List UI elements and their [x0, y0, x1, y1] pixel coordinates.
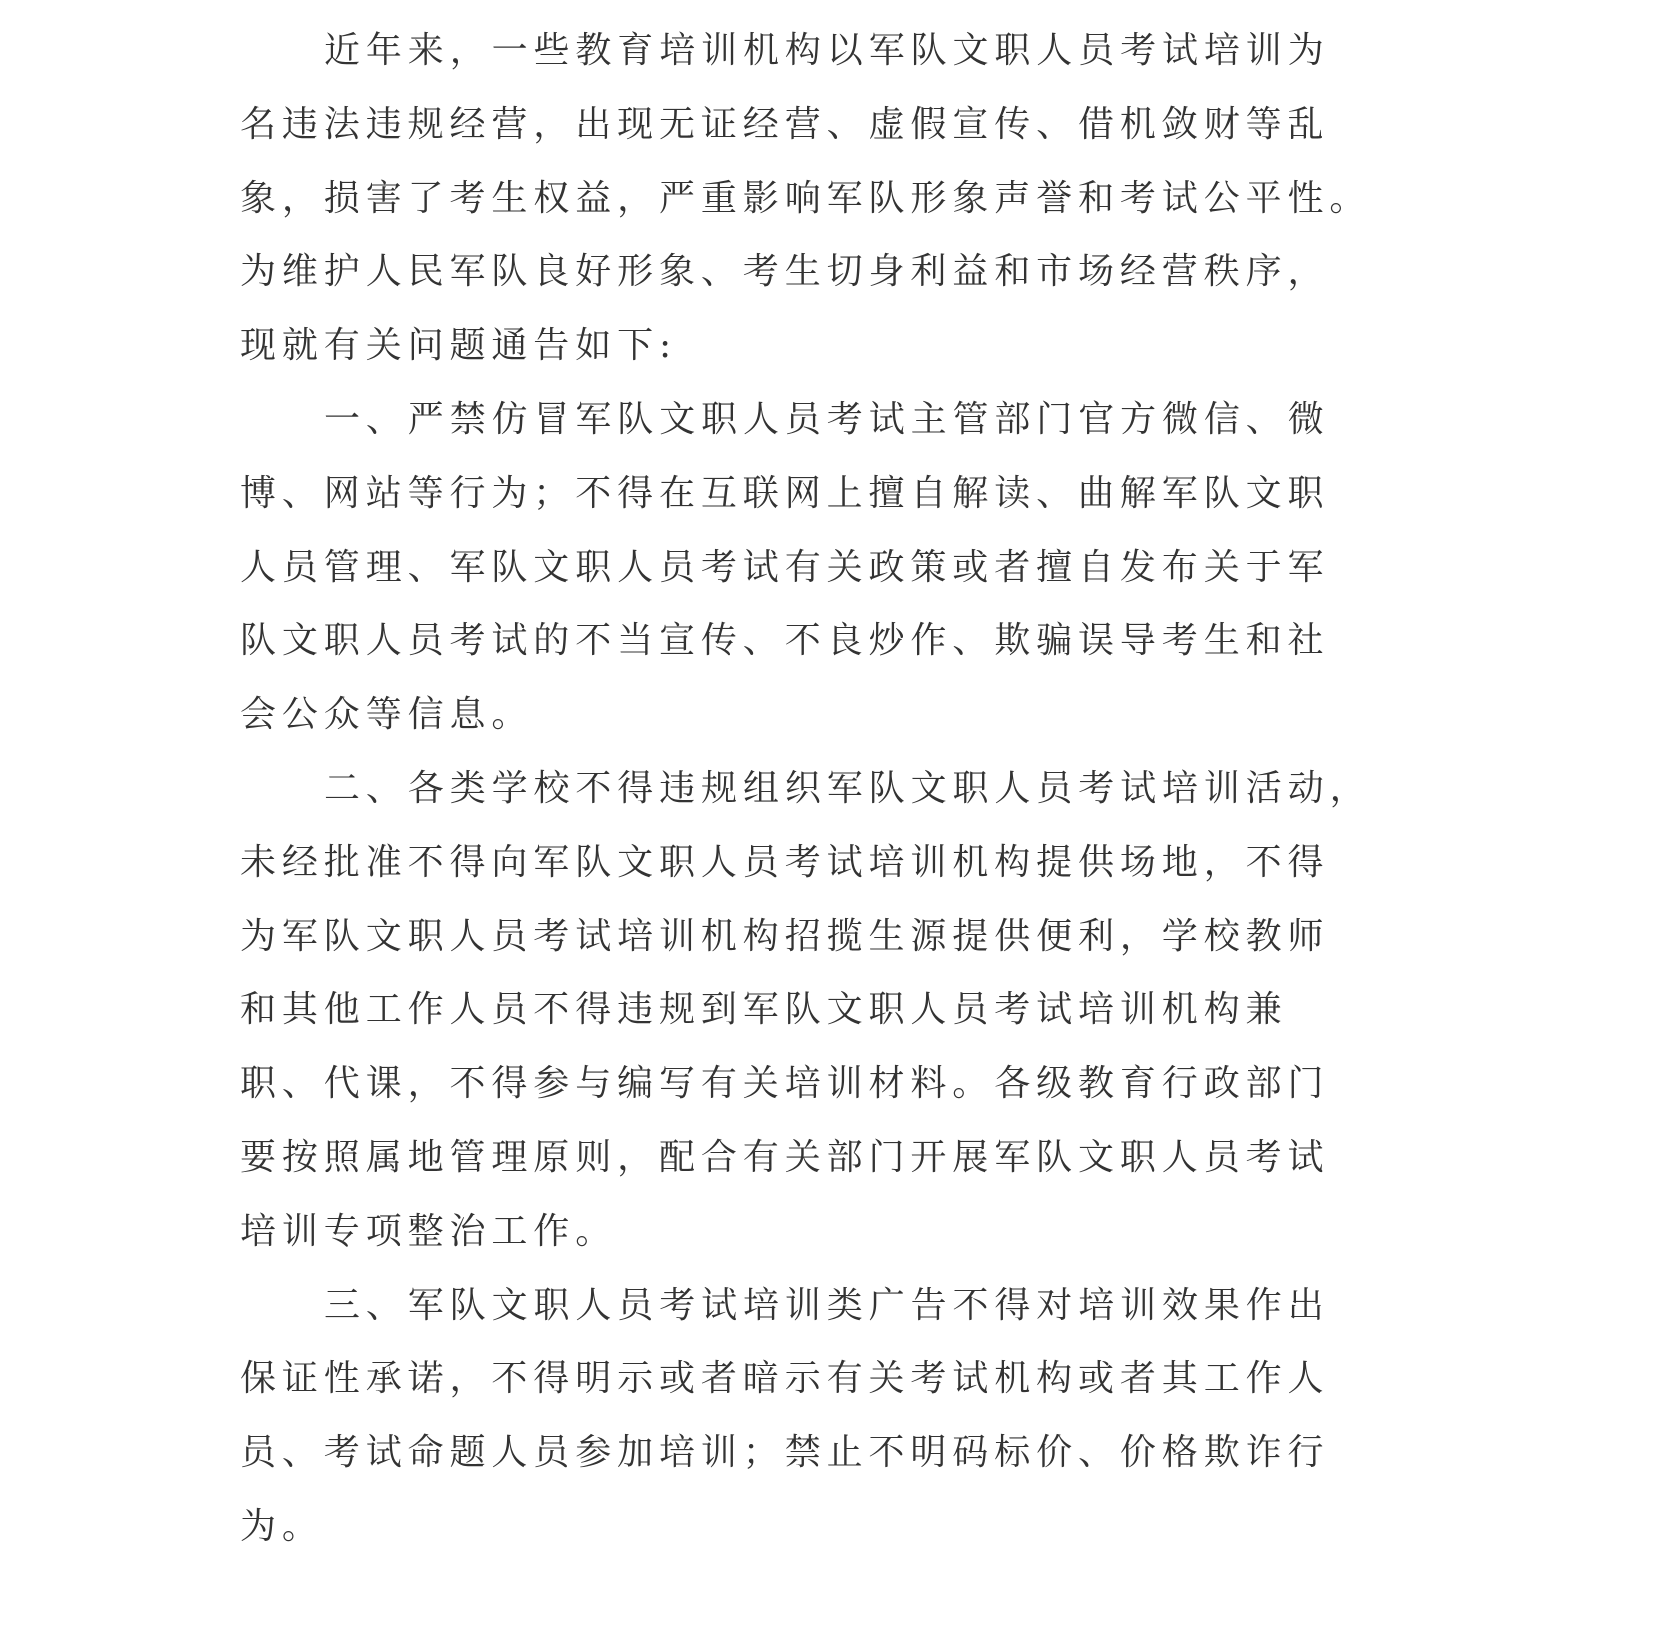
paragraph: [240, 14, 1372, 383]
text-line: 为维护人民军队良好形象、考生切身利益和市场经营秩序，: [240, 251, 1330, 293]
text-line: 象，损害了考生权益，严重影响军队形象声誉和考试公平性。: [240, 177, 1372, 219]
text-line: 员、考试命题人员参加培训；禁止不明码标价、价格欺诈行: [240, 1432, 1330, 1474]
text-line: 一、严禁仿冒军队文职人员考试主管部门官方微信、微: [324, 398, 1330, 440]
text-line: 名违法违规经营，出现无证经营、虚假宣传、借机敛财等乱: [240, 103, 1330, 145]
text-line: 三、军队文职人员考试培训类广告不得对培训效果作出: [324, 1284, 1330, 1326]
text-line: 职、代课，不得参与编写有关培训材料。各级教育行政部门: [240, 1063, 1330, 1105]
text-line: 为。: [240, 1505, 324, 1547]
text-line: 保证性承诺，不得明示或者暗示有关考试机构或者其工作人: [240, 1358, 1330, 1400]
paragraph: [240, 383, 1360, 752]
text-line: 要按照属地管理原则，配合有关部门开展军队文职人员考试: [240, 1136, 1330, 1178]
text-line: 二、各类学校不得违规组织军队文职人员考试培训活动，: [324, 767, 1372, 809]
document-body: [240, 14, 1372, 1564]
text-line: 和其他工作人员不得违规到军队文职人员考试培训机构兼: [240, 989, 1288, 1031]
text-line: 为军队文职人员考试培训机构招揽生源提供便利，学校教师: [240, 915, 1330, 957]
text-line: 会公众等信息。: [240, 694, 534, 736]
text-line: 近年来，一些教育培训机构以军队文职人员考试培训为: [324, 30, 1330, 71]
text-line: 人员管理、军队文职人员考试有关政策或者擅自发布关于军: [240, 546, 1330, 588]
text-line: 培训专项整治工作。: [240, 1210, 618, 1252]
text-line: 博、网站等行为；不得在互联网上擅自解读、曲解军队文职: [240, 472, 1330, 514]
text-line: 队文职人员考试的不当宣传、不良炒作、欺骗误导考生和社: [240, 620, 1330, 662]
text-line: 未经批准不得向军队文职人员考试培训机构提供场地，不得: [240, 841, 1330, 883]
paragraph: [240, 1269, 1360, 1564]
text-line: 现就有关问题通告如下:: [240, 325, 678, 367]
paragraph: [240, 752, 1372, 1269]
